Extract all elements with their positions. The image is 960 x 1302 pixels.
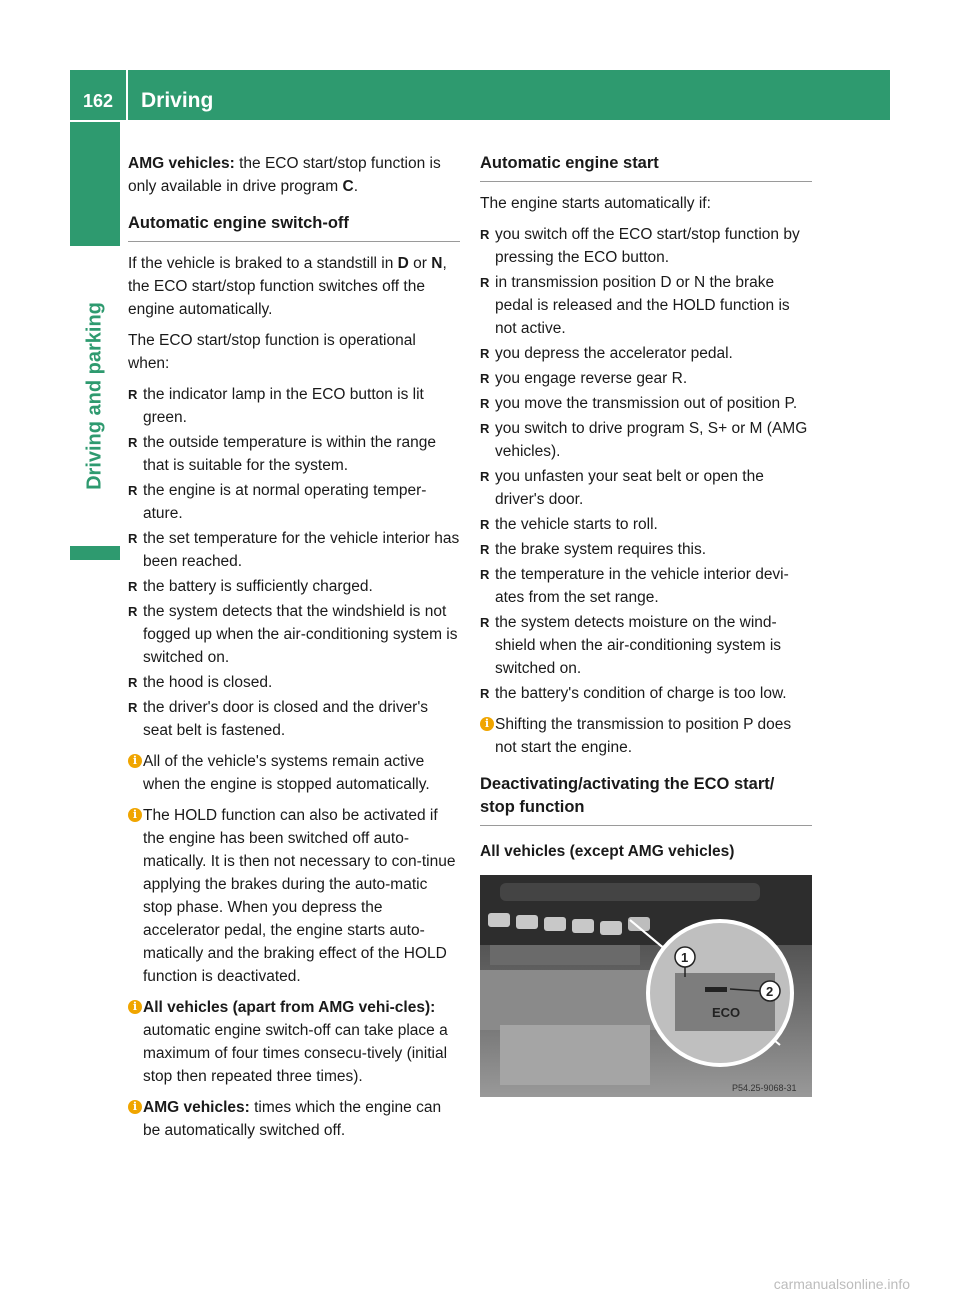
list-item: R you unfasten your seat belt or open the driver's door. (480, 468, 764, 508)
list-item: R the system detects that the windshield is not fogged up when the air-conditioning system is switched on. (128, 603, 458, 666)
list-item: R the set temperature for the vehicle interior has been reached. (128, 530, 460, 570)
list-item: R in transmission position D or N the brake pedal is released and the HOLD function is not active. (480, 274, 790, 337)
side-tab-label (70, 246, 120, 546)
list-item: R the driver's door is closed and the driver's seat belt is fastened. (128, 699, 429, 739)
page-number: 162 (70, 70, 128, 120)
list-item: R you switch off the ECO start/stop function by pressing the ECO button. (480, 226, 800, 266)
list-item: R the outside temperature is within the range that is suitable for the system. (128, 434, 436, 474)
eco-label: ECO (712, 1005, 741, 1020)
right-column (480, 152, 812, 1097)
list-item: R you move the transmission out of position P. (480, 395, 798, 412)
note-4: i AMG vehicles: times which the engine can be automatically switched off. (128, 1096, 460, 1142)
info-icon: i (480, 717, 494, 731)
eco-button-figure (480, 875, 812, 1097)
list-item: R you switch to drive program S, S+ or M (AMG vehicles). (480, 420, 808, 460)
eco-button-illustration (480, 875, 812, 1097)
info-icon: i (128, 754, 142, 768)
list-item: R the battery is sufficiently charged. (128, 578, 373, 595)
figure-id: P54.25-9068-31 (732, 1083, 797, 1093)
switch-off-paragraph-1: If the vehicle is braked to a standstill in D or N, the ECO start/stop function switches off the engine automatically. (128, 255, 447, 318)
list-item: R the system detects moisture on the wind-shield when the air-conditioning system is switched on. (480, 614, 782, 677)
info-icon: i (128, 808, 142, 822)
list-item: R you depress the accelerator pedal. (480, 345, 733, 362)
start-conditions-list (480, 223, 812, 705)
subheading-all-vehicles: All vehicles (except AMG vehicles) (480, 843, 735, 860)
heading-switch-off: Automatic engine switch-off (128, 212, 460, 242)
info-icon: i (128, 1100, 142, 1114)
list-item: R the engine is at normal operating temper-ature. (128, 482, 427, 522)
side-tab-text: Driving and parking (83, 302, 106, 490)
list-item: R the hood is closed. (128, 674, 273, 691)
note-position-p: i Shifting the transmission to position P does not start the engine. (480, 713, 812, 759)
list-item: R the indicator lamp in the ECO button is lit green. (128, 386, 424, 426)
switch-off-paragraph-2: The ECO start/stop function is operational when: (128, 332, 416, 372)
list-item: R the vehicle starts to roll. (480, 516, 658, 533)
note-2: i The HOLD function can also be activated if the engine has been switched off auto-matically. It is then not necessary to con-tinue applying the brakes during the auto-matic stop phase. When you depress the accelerator pedal, the engine starts auto-matically and the braking effect of the HOLD function is deactivated. (128, 804, 460, 988)
start-intro: The engine starts automatically if: (480, 195, 711, 212)
note-3: i All vehicles (apart from AMG vehi-cles): automatic engine switch-off can take place a maximum of four times consecu-tively (initial stop then repeated three times). (128, 996, 460, 1088)
info-icon: i (128, 1000, 142, 1014)
heading-engine-start: Automatic engine start (480, 152, 812, 182)
left-column (128, 152, 460, 1150)
callout-2: 2 (766, 984, 774, 999)
list-item: R the brake system requires this. (480, 541, 707, 558)
list-item: R the battery's condition of charge is too low. (480, 685, 787, 702)
list-item: R the temperature in the vehicle interior devi-ates from the set range. (480, 566, 789, 606)
note-1: i All of the vehicle's systems remain active when the engine is stopped automatically. (128, 750, 460, 796)
chapter-title: Driving (141, 89, 214, 112)
heading-deactivate: Deactivating/activating the ECO start/ stop function (480, 773, 812, 826)
page-header (70, 70, 890, 120)
amg-intro: AMG vehicles: the ECO start/stop function is only available in drive program C. (128, 155, 441, 195)
conditions-list (128, 383, 460, 742)
callout-1: 1 (681, 950, 689, 965)
list-item: R you engage reverse gear R. (480, 370, 688, 387)
footer-watermark: carmanualsonline.info (773, 1276, 910, 1292)
